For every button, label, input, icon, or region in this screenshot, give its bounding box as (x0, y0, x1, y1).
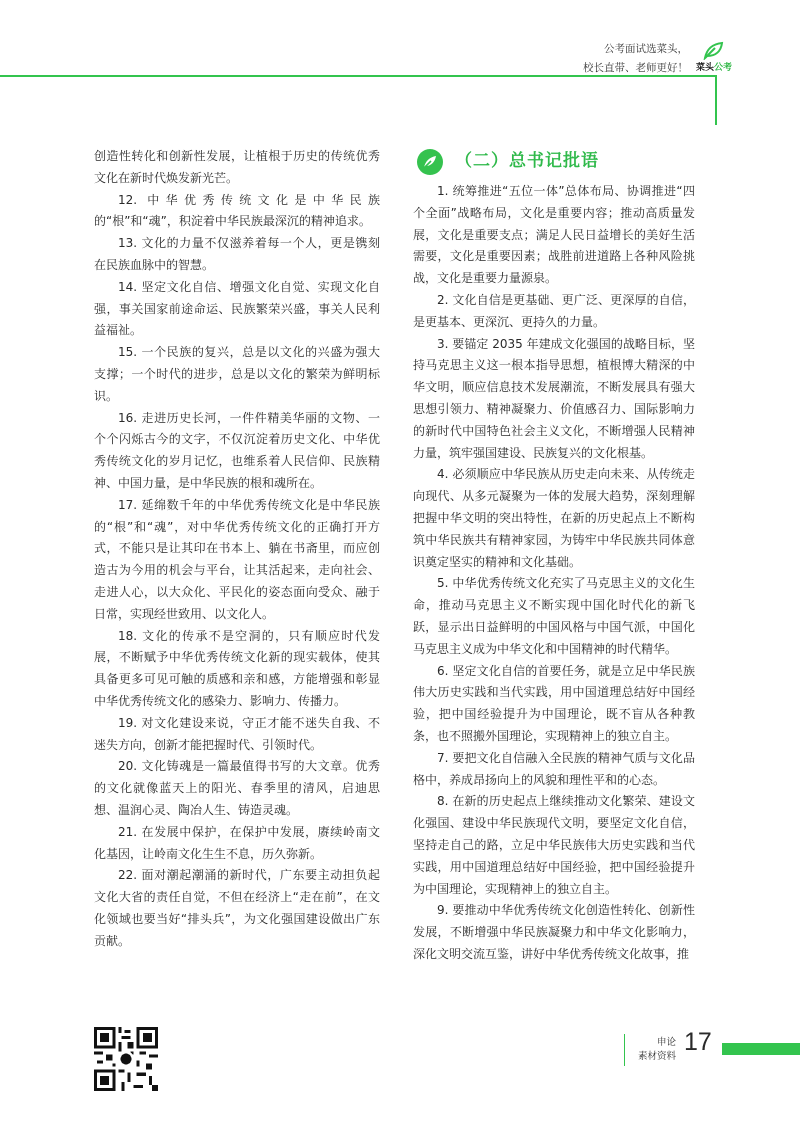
footer-label (632, 1036, 676, 1064)
header-rule-vertical (715, 75, 717, 125)
paragraph: 8. 在新的历史起点上继续推动文化繁荣、建设文化强国、建设中华民族现代文明，要坚定文化自信，坚持走自己的路，立足中华民族伟大历史实践和当代实践，用中国道理总结好中国经验，把中国经验提升为中国理论，实现精神上的独立自主。 (413, 794, 695, 896)
slogan-line-1: 公考面试选菜头， (604, 43, 688, 55)
section-title: （二）总书记批语 (455, 151, 599, 172)
qr-code (94, 1027, 158, 1091)
paragraph: 18. 文化的传承不是空洞的，只有顺应时代发展，不断赋予中华优秀传统文化新的现实载体，使其具备更多可见可触的质感和亲和感，方能增强和彰显中华优秀传统文化的感染力、影响力、传播力。 (94, 628, 380, 708)
left-column (94, 146, 380, 952)
brand-name: 菜头 (696, 63, 715, 73)
footer-label-line-2: 素材资料 (637, 1051, 676, 1062)
paragraph: 5. 中华优秀传统文化充实了马克思主义的文化生命，推动马克思主义不断实现中国化时代化的新飞跃，显示出日益鲜明的中国风格与中国气派，中国化马克思主义成为中华文化和中国精神的时代精华。 (413, 576, 695, 656)
paragraph: 14. 坚定文化自信、增强文化自觉、实现文化自强，事关国家前途命运、民族繁荣兴盛，事关人民利益福祉。 (94, 279, 380, 338)
page-accent-bar (722, 1043, 800, 1055)
paragraph: 21. 在发展中保护，在保护中发展，赓续岭南文化基因，让岭南文化生生不息，历久弥新。 (94, 824, 380, 861)
brand-logo (696, 41, 733, 73)
leaf-badge-icon (417, 149, 443, 175)
paragraph: 17. 延绵数千年的中华优秀传统文化是中华民族的“根”和“魂”，对中华优秀传统文化的正确打开方式，不能只是让其印在书本上、躺在书斋里，而应创造古为今用的机会与平台，让其活起来，走向社会、走进人心，以大众化、平民化的姿态面向受众、融于日常，实现经世致用、以文化人。 (94, 497, 380, 621)
section-heading (413, 146, 695, 178)
footer-divider (624, 1034, 625, 1066)
paragraph: 2. 文化自信是更基础、更广泛、更深厚的自信，是更基本、更深沉、更持久的力量。 (413, 292, 695, 329)
paragraph: 16. 走进历史长河，一件件精美华丽的文物、一个个闪烁古今的文字，不仅沉淀着历史文化、中华优秀传统文化的岁月记忆，也维系着人民信仰、民族精神、中国力量，是中华民族的根和魂所在。 (94, 410, 380, 490)
paragraph: 19. 对文化建设来说，守正才能不迷失自我、不迷失方向，创新才能把握时代、引领时代。 (94, 715, 380, 752)
paragraph: 20. 文化铸魂是一篇最值得书写的大文章。优秀的文化就像蓝天上的阳光、春季里的清风，启迪思想、温润心灵、陶冶人生、铸造灵魂。 (94, 759, 380, 817)
paragraph: 4. 必须顺应中华民族从历史走向未来、从传统走向现代、从多元凝聚为一体的发展大趋势，深刻理解把握中华文明的突出特性，在新的历史起点上不断构筑中华民族共有精神家园，为铸牢中华民族共同体意识奠定坚实的精神和文化基础。 (413, 467, 695, 569)
paragraph: 3. 要锚定 2035 年建成文化强国的战略目标，坚持马克思主义这一根本指导思想，植根博大精深的中华文明，顺应信息技术发展潮流，不断发展具有强大思想引领力、精神凝聚力、价值感召力、国际影响力的新时代中国特色社会主义文化，不断增强人民精神力量，筑牢强国建设、民族复兴的文化根基。 (413, 336, 695, 460)
paragraph: 22. 面对潮起潮涌的新时代，广东要主动担负起文化大省的责任自觉，不但在经济上“走在前”，在文化领域也要当好“排头兵”，为文化强国建设做出广东贡献。 (94, 868, 380, 948)
paragraph: 15. 一个民族的复兴，总是以文化的兴盛为强大支撑；一个时代的进步，总是以文化的繁荣为鲜明标识。 (94, 345, 380, 403)
paragraph: 9. 要推动中华优秀传统文化创造性转化、创新性发展，不断增强中华民族凝聚力和中华文化影响力，深化文明交流互鉴，讲好中华优秀传统文化故事，推 (413, 903, 695, 961)
footer-label-line-1: 申论 (656, 1037, 676, 1048)
leaf-icon (702, 41, 724, 60)
paragraph: 6. 坚定文化自信的首要任务，就是立足中华民族伟大历史实践和当代实践，用中国道理总结好中国经验，把中国经验提升为中国理论，既不盲从各种教条，也不照搬外国理论，实现精神上的独立自主。 (413, 663, 695, 743)
paragraph: 7. 要把文化自信融入全民族的精神气质与文化品格中，养成昂扬向上的风貌和理性平和的心态。 (413, 750, 695, 787)
page-number: 17 (684, 1028, 712, 1056)
header-slogan (583, 40, 688, 78)
brand-suffix: 公考 (714, 63, 733, 73)
right-column (413, 146, 695, 966)
paragraph: 1. 统筹推进“五位一体”总体布局、协调推进“四个全面”战略布局，文化是重要内容；推动高质量发展，文化是重要支点；满足人民日益增长的美好生活需要，文化是重要因素；战胜前进道路上各种风险挑战，文化是重要力量源泉。 (413, 184, 695, 286)
paragraph: 创造性转化和创新性发展，让植根于历史的传统优秀文化在新时代焕发新光芒。 (94, 149, 380, 185)
slogan-line-2: 校长直带、老师更好！ (583, 62, 688, 74)
paragraph: 13. 文化的力量不仅滋养着每一个人，更是镌刻在民族血脉中的智慧。 (94, 236, 380, 272)
paragraph: 12. 中华优秀传统文化是中华民族的“根”和“魂”，积淀着中华民族最深沉的精神追求。 (94, 192, 380, 229)
